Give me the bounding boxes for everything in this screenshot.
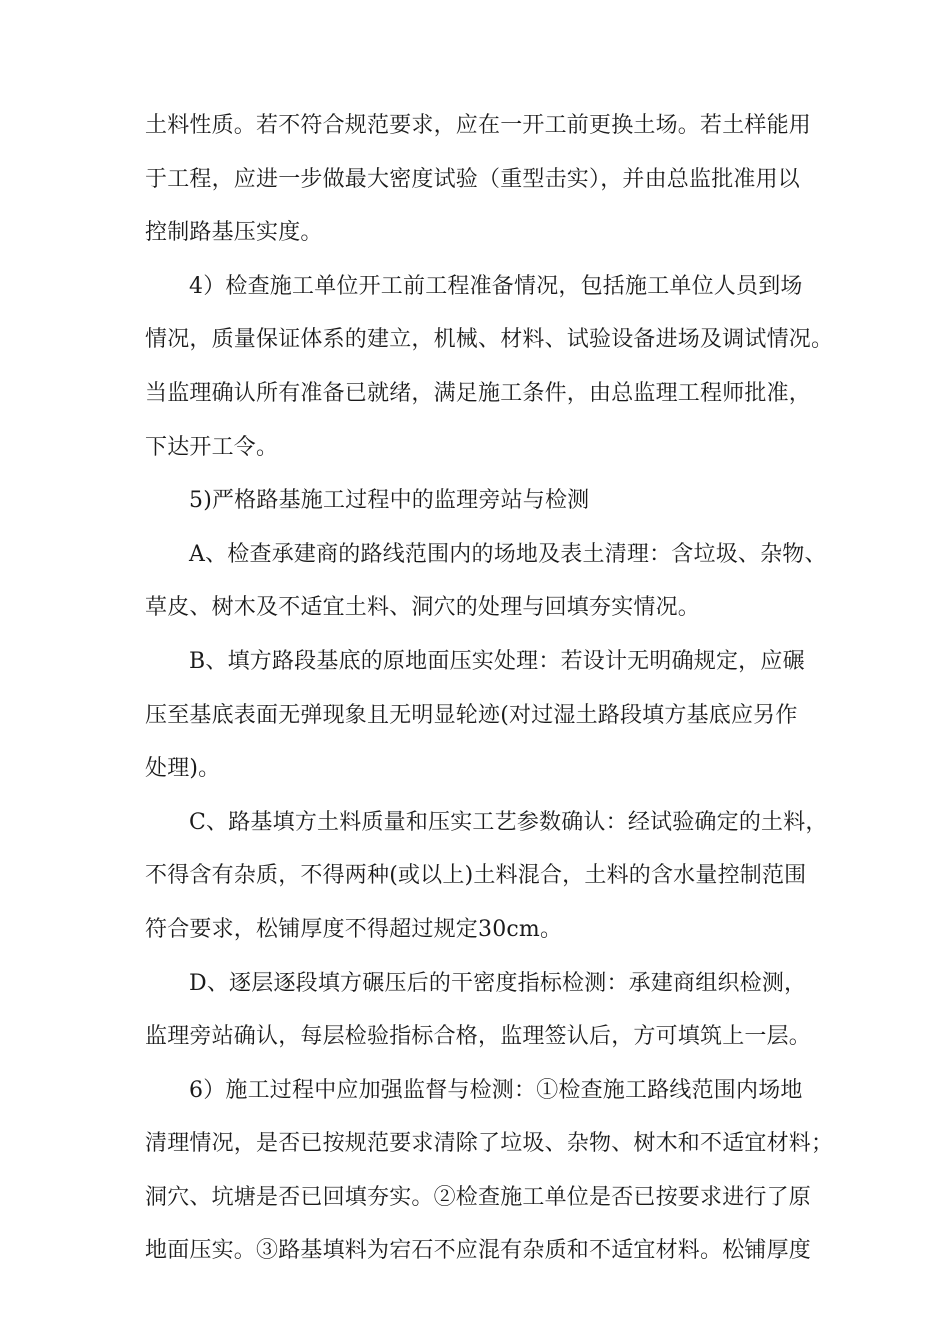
body-line: 洞穴、坑塘是否已回填夯实。②检查施工单位是否已按要求进行了原 bbox=[145, 1184, 812, 1210]
section-heading: 5)严格路基施工过程中的监理旁站与检测 bbox=[189, 488, 590, 514]
body-line: 当监理确认所有准备已就绪，满足施工条件，由总监理工程师批准， bbox=[145, 380, 812, 406]
body-line: D、逐层逐段填方碾压后的干密度指标检测：承建商组织检测， bbox=[189, 970, 807, 996]
body-line: 6）施工过程中应加强监督与检测：①检查施工路线范围内场地 bbox=[189, 1077, 803, 1103]
body-line: 土料性质。若不符合规范要求，应在一开工前更换土场。若土样能用 bbox=[145, 113, 812, 138]
body-line: 处理)。 bbox=[145, 756, 221, 782]
body-line: 4）检查施工单位开工前工程准备情况，包括施工单位人员到场 bbox=[189, 273, 803, 299]
body-line: C、路基填方土料质量和压实工艺参数确认：经试验确定的土料， bbox=[189, 809, 828, 835]
body-line: 不得含有杂质，不得两种(或以上)土料混合，土料的含水量控制范围 bbox=[145, 863, 807, 889]
body-line: 符合要求，松铺厚度不得超过规定30cm。 bbox=[145, 916, 563, 942]
body-line: 地面压实。③路基填料为宕石不应混有杂质和不适宜材料。松铺厚度 bbox=[145, 1238, 812, 1264]
body-line: 监理旁站确认，每层检验指标合格，监理签认后，方可填筑上一层。 bbox=[145, 1024, 812, 1050]
body-line: 清理情况，是否已按规范要求清除了垃圾、杂物、树木和不适宜材料； bbox=[145, 1131, 834, 1157]
body-line: A、检查承建商的路线范围内的场地及表土清理：含垃圾、杂物、 bbox=[189, 541, 827, 567]
body-line: 于工程，应进一步做最大密度试验（重型击实），并由总监批准用以 bbox=[145, 166, 801, 192]
body-line: 草皮、树木及不适宜土料、洞穴的处理与回填夯实情况。 bbox=[145, 595, 701, 621]
body-line: B、填方路段基底的原地面压实处理：若设计无明确规定，应碾 bbox=[189, 648, 805, 674]
body-line: 压至基底表面无弹现象且无明显轮迹(对过湿土路段填方基底应另作 bbox=[145, 702, 798, 728]
body-line: 下达开工令。 bbox=[145, 434, 279, 460]
body-line: 控制路基压实度。 bbox=[145, 220, 323, 246]
document-body bbox=[145, 99, 834, 1278]
body-line: 情况，质量保证体系的建立，机械、材料、试验设备进场及调试情况。 bbox=[145, 327, 834, 353]
